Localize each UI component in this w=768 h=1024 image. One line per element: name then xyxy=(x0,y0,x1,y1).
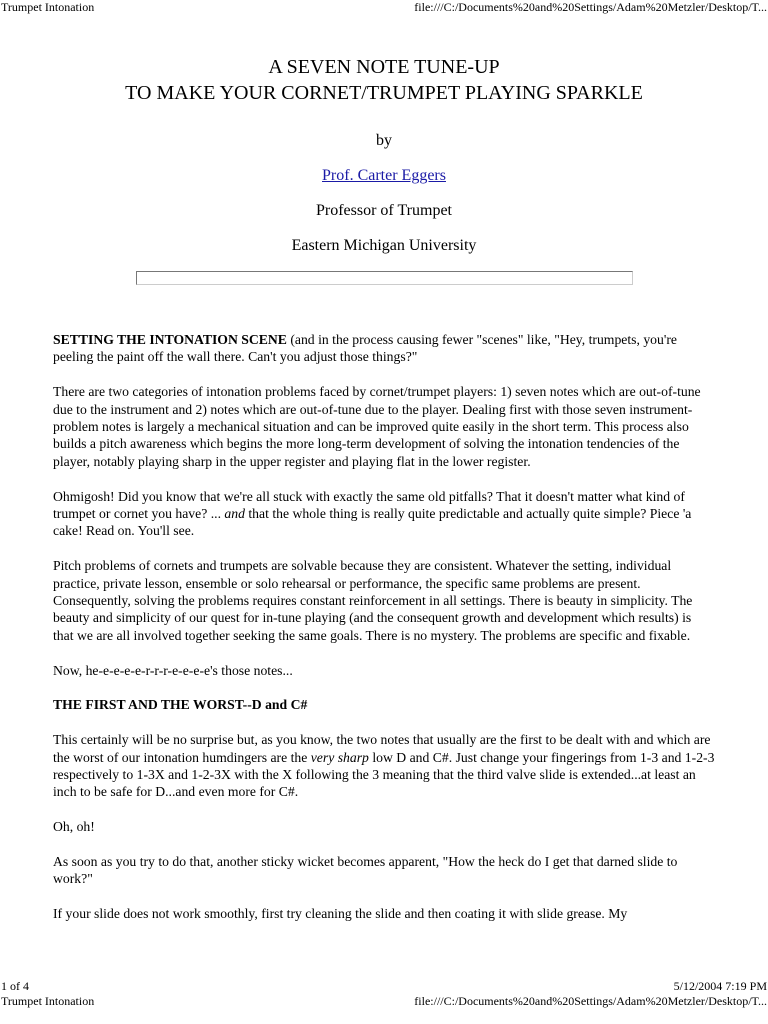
paragraph xyxy=(53,731,715,801)
university: Eastern Michigan University xyxy=(291,237,477,254)
paragraph xyxy=(53,488,715,540)
emphasis: very sharp xyxy=(310,749,369,765)
paragraph-text: low D and C#. Just change your fingerings from 1-3 and 1-2-3 respectively to 1-3X and 1-2-3X with the X following the 3 meaning that the third valve slide is extended...at least an inch to be safe for D...and even more for C#. xyxy=(53,749,715,800)
paragraph: Pitch problems of cornets and trumpets are solvable because they are consistent. Whatever the setting, individual practice, private lesson, ensemble or solo rehearsal or performance, the specific same problems are present. Consequently, solving the problems requires constant reinforcement in all settings. There is beauty in simplicity. The beauty and simplicity of our quest for in-tune playing (and the consequent growth and development which results) is that we are all involved together seeking the same goals. There is no mystery. The problems are specific and fixable. xyxy=(53,558,693,643)
header-title: Trumpet Intonation xyxy=(1,994,95,1008)
paragraph: There are two categories of intonation problems faced by cornet/trumpet players: 1) seven notes which are out-of-tune due to the instrument and 2) notes which are out-of-tune due to the player. Dealing first with those seven instrument-problem notes is largely a mechanical situation and can be improved quite easily in the short term. This process also builds a pitch awareness which begins the more long-term development of solving the intonation tendencies of the player, notably playing sharp in the upper register and playing flat in the lower register. xyxy=(53,384,701,469)
header-url: file:///C:/Documents%20and%20Settings/Adam%20Metzler/Desktop/T... xyxy=(414,994,767,1008)
section-heading: THE FIRST AND THE WORST--D and C# xyxy=(53,697,308,713)
header-url: file:///C:/Documents%20and%20Settings/Adam%20Metzler/Desktop/T... xyxy=(414,0,767,14)
header-title: Trumpet Intonation xyxy=(1,0,95,14)
print-datetime: 5/12/2004 7:19 PM xyxy=(673,979,767,993)
paragraph: If your slide does not work smoothly, first try cleaning the slide and then coating it with slide grease. My xyxy=(53,906,628,922)
article-body xyxy=(53,331,715,923)
paragraph-text: that the whole thing is really quite predictable and actually quite simple? Piece 'a cake! Read on. You'll see. xyxy=(53,506,692,539)
document-title xyxy=(53,54,715,106)
paragraph-text: (and in the process causing fewer "scenes" like, "Hey, trumpets, you're peeling the paint off the wall there. Can't you adjust those things?" xyxy=(53,332,677,365)
section-heading: SETTING THE INTONATION SCENE xyxy=(53,332,287,347)
horizontal-rule xyxy=(136,271,633,285)
emphasis: and xyxy=(224,506,245,522)
paragraph-text: Ohmigosh! Did you know that we're all stuck with exactly the same old pitfalls? That it doesn't matter what kind of trumpet or cornet you have? ... xyxy=(53,488,685,522)
author xyxy=(53,167,715,185)
document-page xyxy=(53,54,715,940)
page-count: 1 of 4 xyxy=(1,979,29,993)
paragraph: Oh, oh! xyxy=(53,819,95,835)
paragraph-text: This certainly will be no surprise but, as you know, the two notes that usually are the first to be dealt with and which are the worst of our intonation humdingers are the xyxy=(53,732,711,765)
byline: by xyxy=(376,132,392,149)
paragraph xyxy=(53,331,715,366)
paragraph xyxy=(53,696,715,713)
title-line-2: TO MAKE YOUR CORNET/TRUMPET PLAYING SPARKLE xyxy=(125,82,643,104)
author-link[interactable]: Prof. Carter Eggers xyxy=(322,167,446,184)
title-line-1: A SEVEN NOTE TUNE-UP xyxy=(268,56,500,78)
paragraph: As soon as you try to do that, another sticky wicket becomes apparent, "How the heck do I get that darned slide to work?" xyxy=(53,854,678,887)
paragraph: Now, he-e-e-e-e-r-r-r-e-e-e-e's those notes... xyxy=(53,662,293,678)
author-role: Professor of Trumpet xyxy=(315,202,452,219)
